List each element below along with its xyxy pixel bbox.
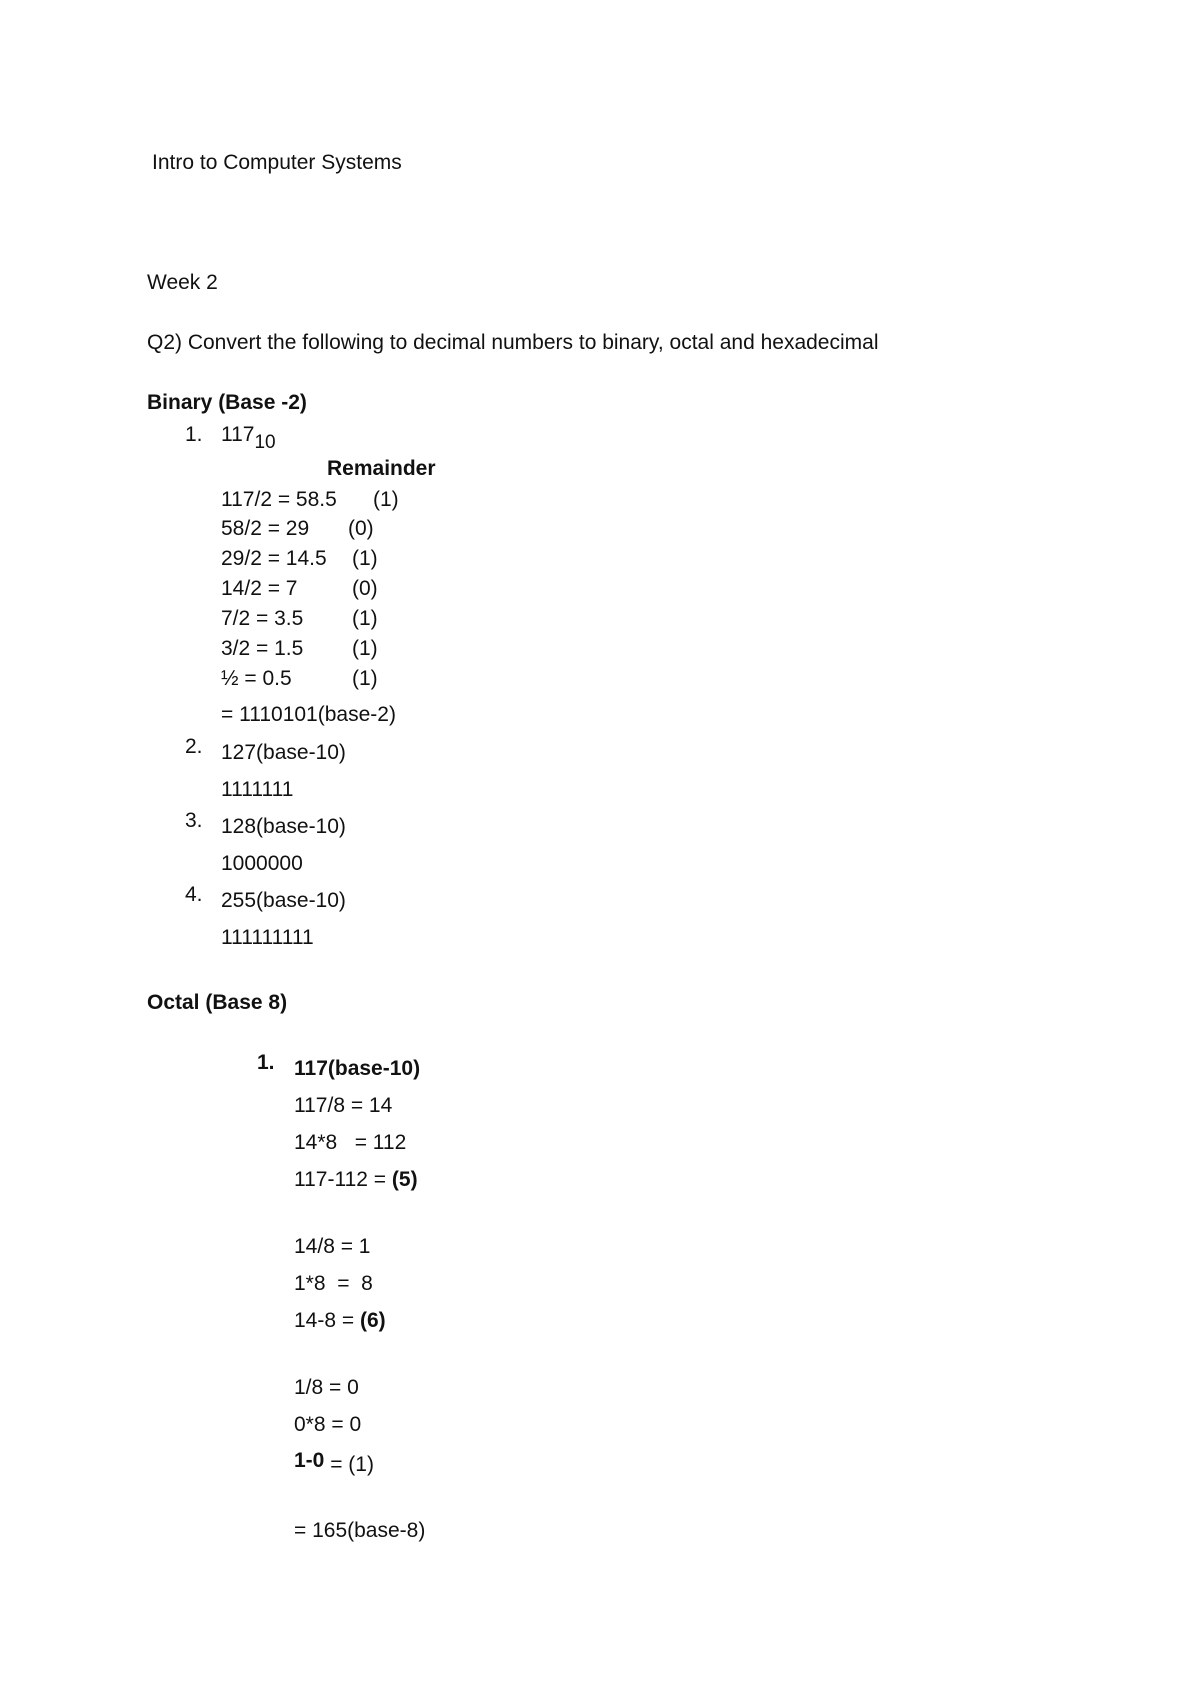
binary-heading: Binary (Base -2) xyxy=(147,391,307,414)
octal-step: 117/8 = 14 xyxy=(294,1094,393,1117)
binary-item-4-answer: 111111111 xyxy=(221,926,314,949)
octal-step-remainder: = (1) xyxy=(324,1453,374,1476)
step-remainder: (0) xyxy=(348,517,374,540)
binary-item-1-decimal: 117 xyxy=(221,423,255,446)
binary-item-2-answer: 1111111 xyxy=(221,778,294,801)
step-remainder: (1) xyxy=(352,607,378,630)
octal-step xyxy=(294,1167,418,1192)
step-expr: 7/2 = 3.5 xyxy=(221,607,304,630)
octal-step-expr: 117-112 = xyxy=(294,1168,392,1191)
step-expr: 29/2 = 14.5 xyxy=(221,547,327,570)
octal-step: 0*8 = 0 xyxy=(294,1413,362,1436)
octal-heading: Octal (Base 8) xyxy=(147,991,288,1014)
binary-item-2-value: 127(base-10) xyxy=(221,741,346,764)
octal-step: 1*8 = 8 xyxy=(294,1272,373,1295)
octal-item-1-value: 117(base-10) xyxy=(294,1057,421,1080)
octal-item-1-result: = 165(base-8) xyxy=(294,1519,426,1542)
binary-item-1-number: 1. xyxy=(185,423,203,446)
octal-step xyxy=(294,1448,374,1476)
step-expr: ½ = 0.5 xyxy=(221,667,292,690)
step-remainder: (0) xyxy=(352,577,378,600)
binary-item-1-base: 10 xyxy=(254,432,276,453)
step-remainder: (1) xyxy=(352,637,378,660)
binary-item-4-value: 255(base-10) xyxy=(221,889,346,912)
step-expr: 117/2 = 58.5 xyxy=(221,488,337,511)
binary-item-4-number: 4. xyxy=(185,883,203,906)
octal-item-1-number: 1. xyxy=(257,1051,275,1074)
octal-step: 14/8 = 1 xyxy=(294,1235,371,1258)
step-expr: 58/2 = 29 xyxy=(221,517,310,540)
step-expr: 3/2 = 1.5 xyxy=(221,637,304,660)
step-remainder: (1) xyxy=(352,547,378,570)
week-label: Week 2 xyxy=(147,271,218,294)
binary-item-3-value: 128(base-10) xyxy=(221,815,346,838)
step-remainder: (1) xyxy=(373,488,399,511)
binary-item-1-result: = 1110101(base-2) xyxy=(221,703,396,726)
octal-step-expr: 1-0 xyxy=(294,1449,325,1472)
octal-step xyxy=(294,1308,386,1333)
octal-step: 1/8 = 0 xyxy=(294,1376,359,1399)
binary-item-3-number: 3. xyxy=(185,809,203,832)
document-title: Intro to Computer Systems xyxy=(152,151,402,174)
remainder-header: Remainder xyxy=(327,457,436,480)
octal-step: 14*8 = 112 xyxy=(294,1131,407,1154)
binary-item-1-value xyxy=(221,422,276,453)
octal-step-remainder: (5) xyxy=(391,1168,418,1191)
question-text: Q2) Convert the following to decimal numbers to binary, octal and hexadecimal xyxy=(147,331,879,354)
octal-step-expr: 14-8 = xyxy=(294,1309,360,1332)
step-remainder: (1) xyxy=(352,667,378,690)
binary-item-3-answer: 1000000 xyxy=(221,852,303,875)
binary-item-2-number: 2. xyxy=(185,735,203,758)
octal-step-remainder: (6) xyxy=(359,1309,386,1332)
step-expr: 14/2 = 7 xyxy=(221,577,298,600)
